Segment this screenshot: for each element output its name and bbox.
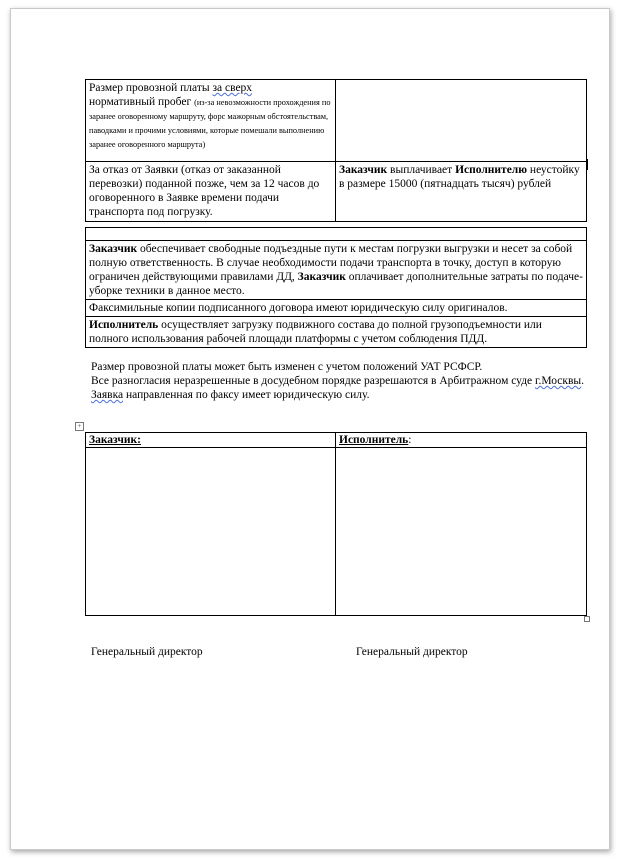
table-cell-empty[interactable] <box>86 448 336 616</box>
table-row <box>86 317 587 348</box>
customer-header: Заказчик: <box>89 434 141 446</box>
bold-text: Заказчик <box>89 243 138 255</box>
table-row <box>86 241 587 300</box>
text-cursor <box>586 159 588 170</box>
table-cell[interactable] <box>336 433 587 448</box>
paragraph-text: Размер провозной платы может быть изменен с учетом положений УАТ РСФСР. <box>91 361 483 373</box>
table-cell[interactable] <box>86 300 587 317</box>
bold-text: Заказчик <box>297 271 346 283</box>
bold-text: Исполнителю <box>455 164 528 176</box>
cell-text: выплачивает <box>387 164 456 176</box>
cell-text: За отказ от Заявки (отказ от заказанной перевозки) поданной позже, чем за 12 часов до оговоренного в Заявке времени подачи транспорта под погрузку. <box>89 164 320 218</box>
table-row <box>86 80 587 162</box>
cell-text: неустойку в размере 15000 (пятнадцать тысяч) рублей <box>339 164 580 190</box>
colon-text: : <box>408 434 412 446</box>
table-cell[interactable] <box>336 162 587 222</box>
paragraph <box>91 360 591 402</box>
cell-text: осуществляет загрузку подвижного состава до полной грузоподъемности или полного использования рабочей площади платформы с учетом соблюдения ПДД. <box>89 319 542 345</box>
left-signature-title: Генеральный директор <box>91 646 203 658</box>
bold-text: Заказчик <box>339 164 388 176</box>
paragraph-text-underlined: г.Москвы <box>535 375 582 387</box>
table-cell-empty[interactable] <box>336 448 587 616</box>
table-row <box>86 300 587 317</box>
table-row <box>86 228 587 241</box>
document-page <box>10 8 610 850</box>
cell-text-underlined: за сверх <box>212 82 253 94</box>
cell-text: нормативный пробег <box>89 96 192 108</box>
cell-text: обеспечивает свободные подъездные пути к местам погрузки выгрузки и несет за собой полную ответственность. В случае необходимости подачи транспорта в точку, доступ в которую ограничен действующими правилами ДД, <box>89 243 573 283</box>
table-cell[interactable] <box>86 162 336 222</box>
terms-table <box>85 227 587 348</box>
cell-text: Факсимильные копии подписанного договора имеют юридическую силу оригиналов. <box>89 302 508 314</box>
cell-text: Размер провозной платы <box>89 82 213 94</box>
table-row <box>86 448 587 616</box>
paragraph-text: . <box>581 375 585 387</box>
table-resize-handle[interactable] <box>584 616 590 622</box>
paragraph-text: направленная по факсу имеет юридическую силу. <box>123 389 370 401</box>
paragraph-text: Все разногласия неразрешенные в досудебном порядке разрешаются в Арбитражном суде <box>91 375 536 387</box>
paragraph-text-underlined: Заявка <box>91 389 124 401</box>
right-signature-title: Генеральный директор <box>356 646 468 658</box>
table-cell[interactable] <box>336 80 587 162</box>
cell-text: оплачивает дополнительные затраты по подаче-уборке техники в данное место. <box>89 271 583 297</box>
table-cell[interactable] <box>86 80 336 162</box>
table-cell[interactable] <box>86 433 336 448</box>
bold-text: Исполнитель <box>89 319 159 331</box>
table-row <box>86 433 587 448</box>
conditions-table <box>85 79 587 222</box>
cell-small-text: (из-за невозможности прохождения по заранее оговоренному маршруту, форс мажорным обстоятельствам, паводками и прочими условиями, которые помешали выполнению заранее оговоренного маршрута) <box>89 98 331 149</box>
table-move-handle-icon[interactable]: + <box>75 422 84 431</box>
table-cell-empty[interactable] <box>86 228 587 241</box>
table-cell[interactable] <box>86 241 587 300</box>
table-row <box>86 162 587 222</box>
table-cell[interactable] <box>86 317 587 348</box>
signature-table <box>85 432 587 616</box>
executor-header: Исполнитель <box>339 434 409 446</box>
